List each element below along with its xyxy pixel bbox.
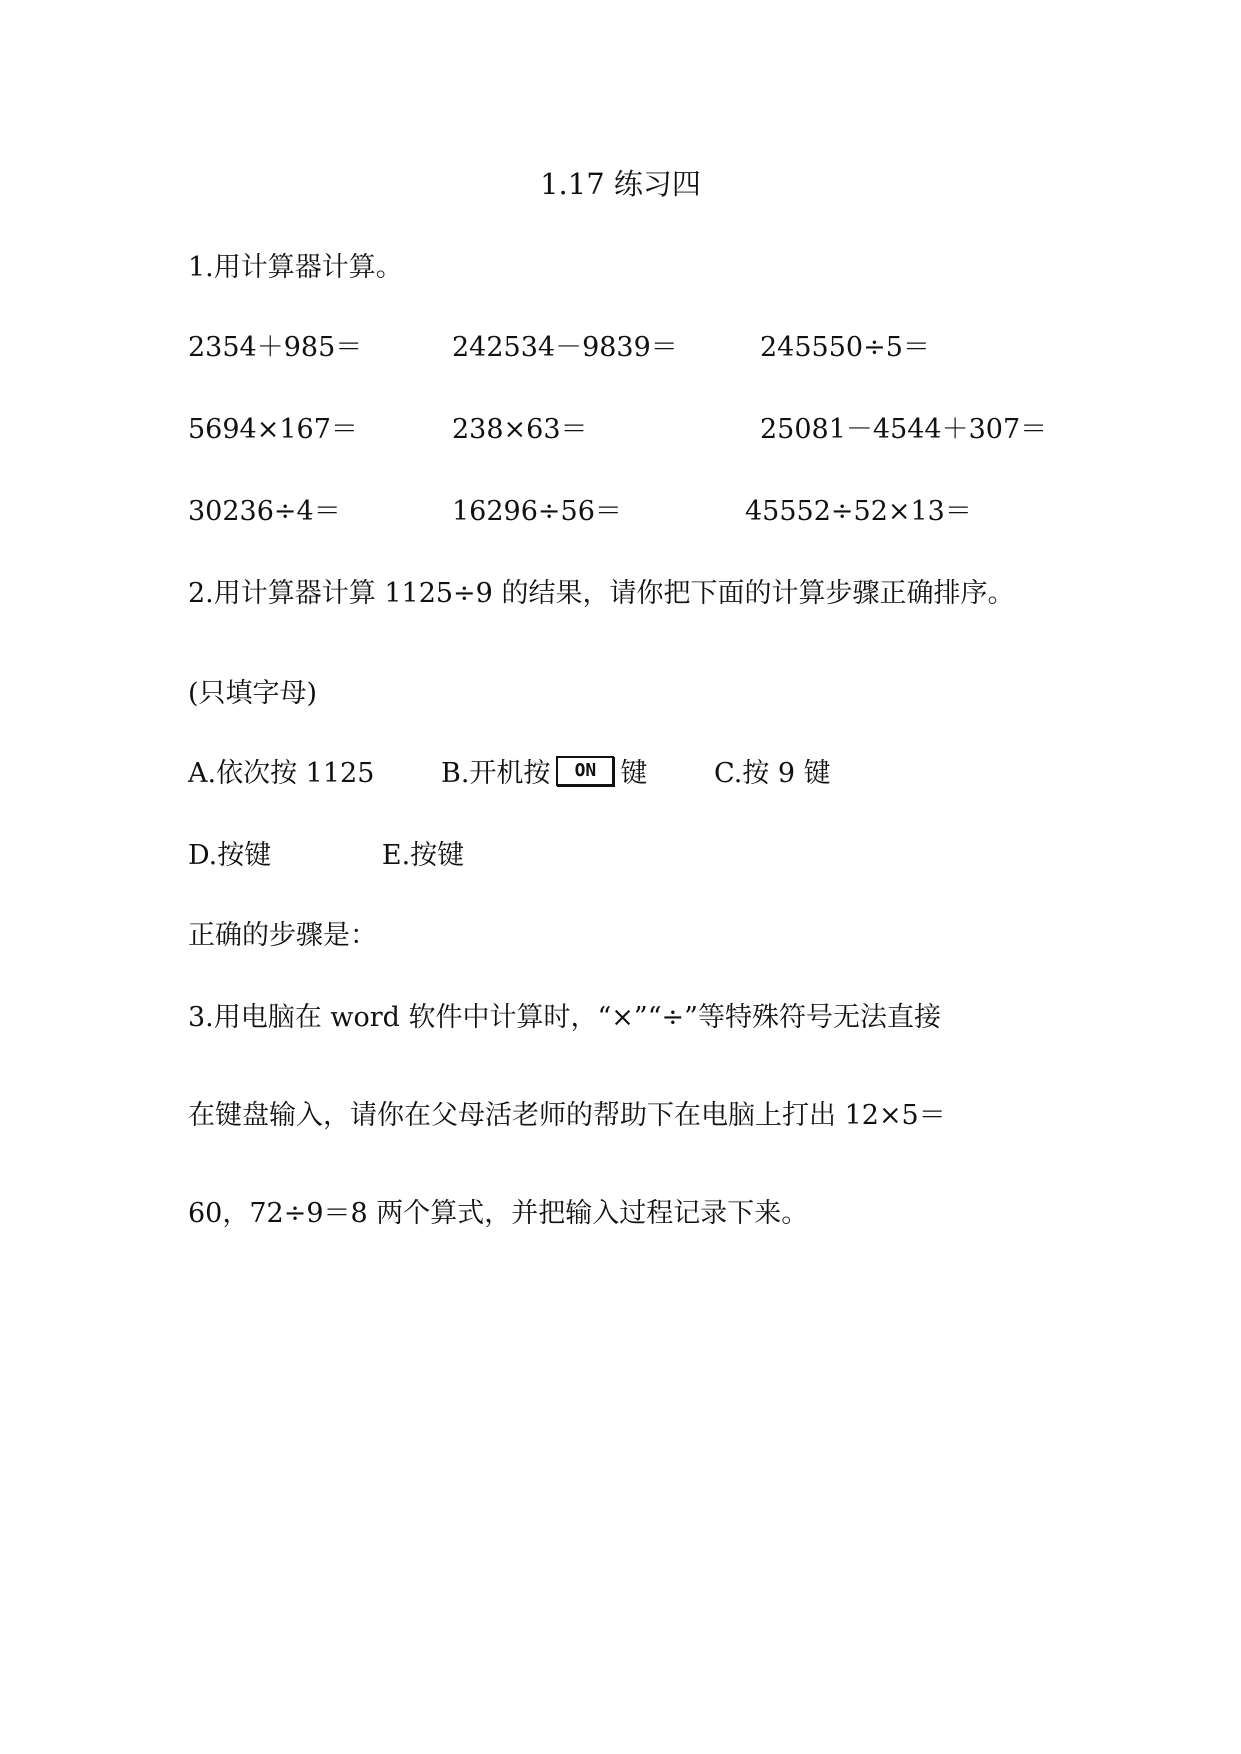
calc-item-2-3: 25081－4544＋307＝ bbox=[760, 414, 1048, 445]
question-2-note: (只填字母) bbox=[188, 678, 318, 709]
option-b-label: B.开机按 bbox=[440, 758, 551, 789]
calc-item-3-3: 45552÷52×13＝ bbox=[745, 496, 972, 527]
page-title: 1.17 练习四 bbox=[540, 167, 701, 201]
calc-item-1-3: 245550÷5＝ bbox=[760, 332, 930, 363]
calc-item-3-1: 30236÷4＝ bbox=[188, 496, 341, 527]
option-b-suffix: 键 bbox=[620, 758, 648, 789]
calc-item-2-1: 5694×167＝ bbox=[188, 414, 358, 445]
calc-item-1-2: 242534－9839＝ bbox=[452, 332, 678, 363]
calc-item-1-1: 2354＋985＝ bbox=[188, 332, 363, 363]
question-2-prompt: 2.用计算器计算 1125÷9 的结果，请你把下面的计算步骤正确排序。 bbox=[188, 578, 1015, 609]
question-3-line-1: 3.用电脑在 word 软件中计算时，“×”“÷”等特殊符号无法直接 bbox=[188, 1002, 941, 1033]
option-d: D.按键 bbox=[188, 840, 272, 871]
calc-item-2-2: 238×63＝ bbox=[452, 414, 588, 445]
answer-label: 正确的步骤是： bbox=[188, 920, 377, 951]
question-2-options-row-2 bbox=[188, 838, 464, 874]
option-a: A.依次按 1125 bbox=[188, 758, 375, 789]
option-e: E.按键 bbox=[381, 840, 465, 871]
option-c: C.按 9 键 bbox=[714, 758, 831, 789]
question-2-options-row-1 bbox=[188, 756, 831, 792]
on-key-icon: ON bbox=[556, 756, 614, 786]
calc-item-3-2: 16296÷56＝ bbox=[452, 496, 622, 527]
question-3-line-3: 60，72÷9＝8 两个算式，并把输入过程记录下来。 bbox=[188, 1198, 809, 1229]
question-1-prompt: 1.用计算器计算。 bbox=[188, 252, 403, 283]
question-3-line-2: 在键盘输入，请你在父母活老师的帮助下在电脑上打出 12×5＝ bbox=[188, 1100, 946, 1131]
option-b bbox=[441, 756, 647, 792]
